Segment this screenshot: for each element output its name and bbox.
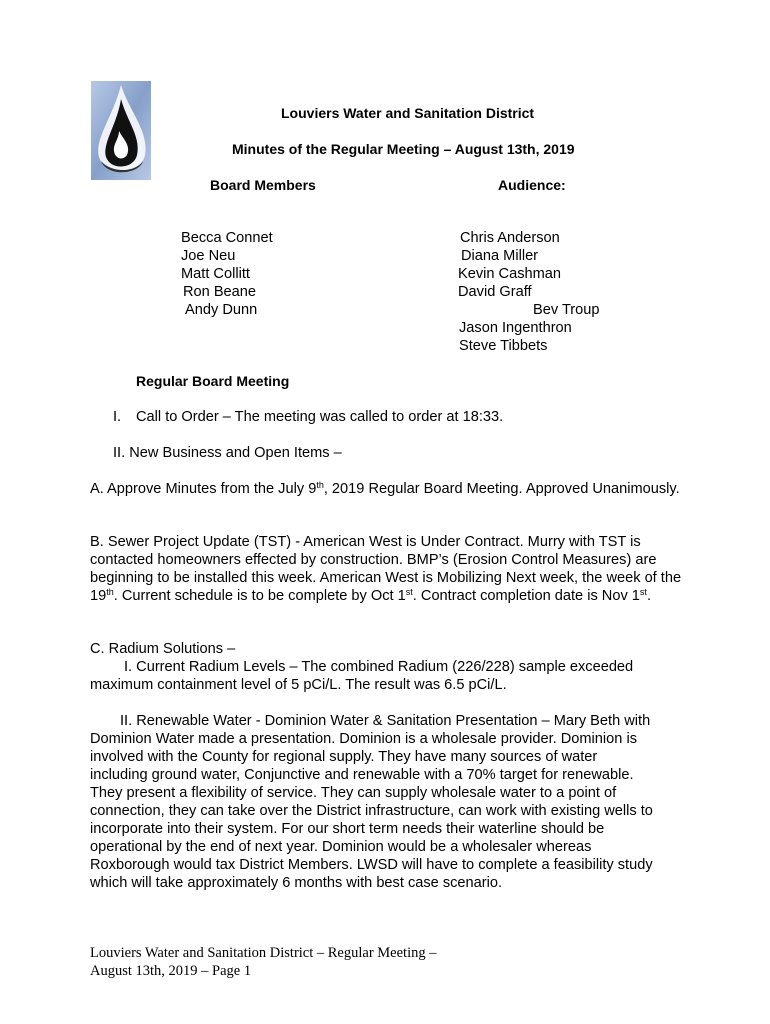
item-c2-line: operational by the end of next year. Dominion would be a wholesaler whereas <box>90 839 592 855</box>
minutes-title: Minutes of the Regular Meeting – August 13th, 2019 <box>232 141 575 157</box>
audience-heading: Audience: <box>498 177 566 193</box>
item-c2-line: Roxborough would tax District Members. LWSD will have to complete a feasibility study <box>90 857 653 873</box>
audience-item: Bev Troup <box>533 302 600 318</box>
footer-line: Louviers Water and Sanitation District – Regular Meeting – <box>90 945 437 961</box>
board-member-item: Joe Neu <box>181 248 236 264</box>
item-c2-line: II. Renewable Water - Dominion Water & Sanitation Presentation – Mary Beth with <box>120 713 651 729</box>
section-heading: Regular Board Meeting <box>136 373 290 389</box>
board-member-item: Andy Dunn <box>185 302 258 318</box>
item-c1-line: maximum containment level of 5 pCi/L. The result was 6.5 pCi/L. <box>90 677 507 693</box>
item-c2-line: involved with the County for regional supply. They have many sources of water <box>90 749 598 765</box>
item-c2-line: incorporate into their system. For our short term needs their waterline should be <box>90 821 605 837</box>
item-b-paragraph: B. Sewer Project Update (TST) - American West is Under Contract. Murry with TST is contacted homeowners effected by construction. BMP’s (Erosion Control Measures) are beginning to be installed this week. American West is Mobilizing Next week, the week of the 19th. Current schedule is to be complete by Oct 1st. Contract completion date is Nov 1st. <box>90 534 682 604</box>
board-member-item: Matt Collitt <box>181 266 250 282</box>
item-c2-line: connection, they can take over the District infrastructure, can work with existing wells to <box>90 803 653 819</box>
item-c1-line: I. Current Radium Levels – The combined Radium (226/228) sample exceeded <box>124 659 634 675</box>
district-logo <box>91 81 151 180</box>
new-business-heading: II. New Business and Open Items – <box>113 445 342 461</box>
audience-item: Diana Miller <box>461 248 539 264</box>
item-c-heading: C. Radium Solutions – <box>90 641 236 657</box>
item-number: I. <box>113 409 122 425</box>
audience-item: Jason Ingenthron <box>459 320 572 336</box>
item-a-paragraph: A. Approve Minutes from the July 9th, 2019 Regular Board Meeting. Approved Unanimously. <box>90 480 680 497</box>
audience-item: David Graff <box>458 284 532 300</box>
footer-line: August 13th, 2019 – Page 1 <box>90 963 252 979</box>
board-members-heading: Board Members <box>210 177 316 193</box>
board-member-item: Becca Connet <box>181 230 273 246</box>
call-to-order-text: Call to Order – The meeting was called to order at 18:33. <box>136 409 504 425</box>
audience-item: Steve Tibbets <box>459 338 548 354</box>
audience-item: Kevin Cashman <box>458 266 562 282</box>
item-c2-line: including ground water, Conjunctive and renewable with a 70% target for renewable. <box>90 767 634 783</box>
org-title: Louviers Water and Sanitation District <box>281 105 535 121</box>
item-c2-line: They present a flexibility of service. They can supply wholesale water to a point of <box>90 785 617 801</box>
audience-item: Chris Anderson <box>460 230 560 246</box>
item-c2-line: Dominion Water made a presentation. Dominion is a wholesale provider. Dominion is <box>90 731 637 747</box>
board-member-item: Ron Beane <box>183 284 257 300</box>
item-c2-line: which will take approximately 6 months with best case scenario. <box>90 875 503 891</box>
